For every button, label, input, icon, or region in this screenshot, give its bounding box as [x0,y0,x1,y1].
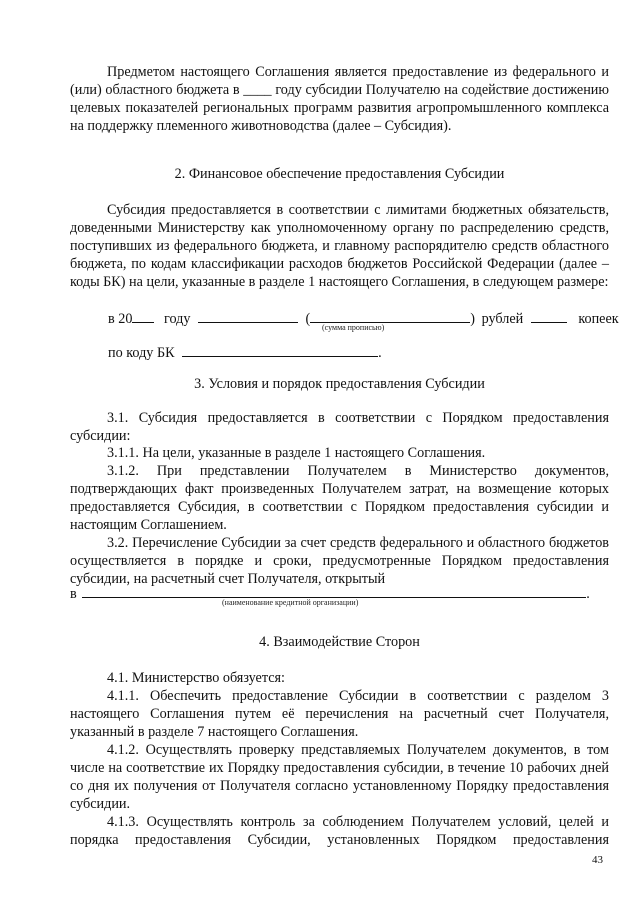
bank-caption: (наименование кредитной организации) [222,598,359,607]
bk-label: по коду БК [108,345,175,361]
clause-3-2: 3.2. Перечисление Субсидии за счет средств федерального и областного бюджетов осуществляется в порядке и сроки, предусмотренные Порядком предоставления субсидии, на расчетный счет Получателя, открытый [70,535,609,587]
section1-paragraph: Предметом настоящего Соглашения является предоставление из федерального и (или) областного бюджета в ____ году субсидии Получателю на содействие достижению целевых показателей региональных программ развития агропромышленного комплекса на поддержку племенного животноводства (далее – Субсидия). [70,64,609,134]
kopecks-label: копеек [578,311,619,327]
clause-3-1-1: 3.1.1. На цели, указанные в разделе 1 настоящего Соглашения. [107,445,486,461]
clause-4-1: 4.1. Министерство обязуется: [107,670,285,686]
section2-paragraph: Субсидия предоставляется в соответствии с лимитами бюджетных обязательств, доведенными Министерству как уполномоченному органу по распределению средств, поступивших из федерального бюджета, и главному распорядителю средств областного бюджета, по кодам классификации расходов бюджетов Российской Федерации (далее – коды БК) на цели, указанные в разделе 1 настоящего Соглашения, в следующем размере: [70,202,609,290]
page-number: 43 [592,854,603,866]
section2-heading: 2. Финансовое обеспечение предоставления Субсидии [174,166,505,182]
amount-blank [198,309,298,323]
bank-prefix: в [70,586,77,602]
year-prefix: в 20 [108,311,133,327]
section3-heading: 3. Условия и порядок предоставления Субсидии [194,376,485,392]
bk-line [108,343,382,362]
section4-heading: 4. Взаимодействие Сторон [259,634,420,650]
bk-blank [182,343,378,357]
bank-blank [82,584,586,598]
rubles-label: рублей [481,311,524,327]
amount-caption: (сумма прописью) [322,323,385,332]
clause-3-1-2: 3.1.2. При представлении Получателем в Министерство документов, подтверждающих факт произведенных Получателем затрат, на возмещение которых предоставляется Субсидия, в соответствии с Порядком предоставления субсидии и настоящим Соглашением. [70,463,609,533]
paren-open: ( [305,311,311,327]
paren-close: ) [470,311,476,327]
clause-4-1-1: 4.1.1. Обеспечить предоставление Субсидии в соответствии с разделом 3 настоящего Соглашения путем её перечисления на расчетный счет Получателя, указанный в разделе 7 настоящего Соглашения. [70,688,609,740]
year-blank [132,309,154,323]
year-word: году [163,311,191,327]
kopecks-blank [531,309,567,323]
clause-4-1-3: 4.1.3. Осуществлять контроль за соблюдением Получателем условий, целей и порядка предоставления Субсидии, установленных Порядком предоставления [70,814,609,848]
bank-end: . [586,586,590,602]
amount-words-blank [310,309,470,323]
bk-end: . [378,345,382,361]
clause-3-1: 3.1. Субсидия предоставляется в соответствии с Порядком предоставления субсидии: [70,410,609,444]
clause-4-1-2: 4.1.2. Осуществлять проверку представляемых Получателем документов, в том числе на соответствие их Порядку предоставления субсидии, в течение 10 рабочих дней со дня их получения от Получателя согласно установленному Порядку предоставления субсидии. [70,742,609,812]
